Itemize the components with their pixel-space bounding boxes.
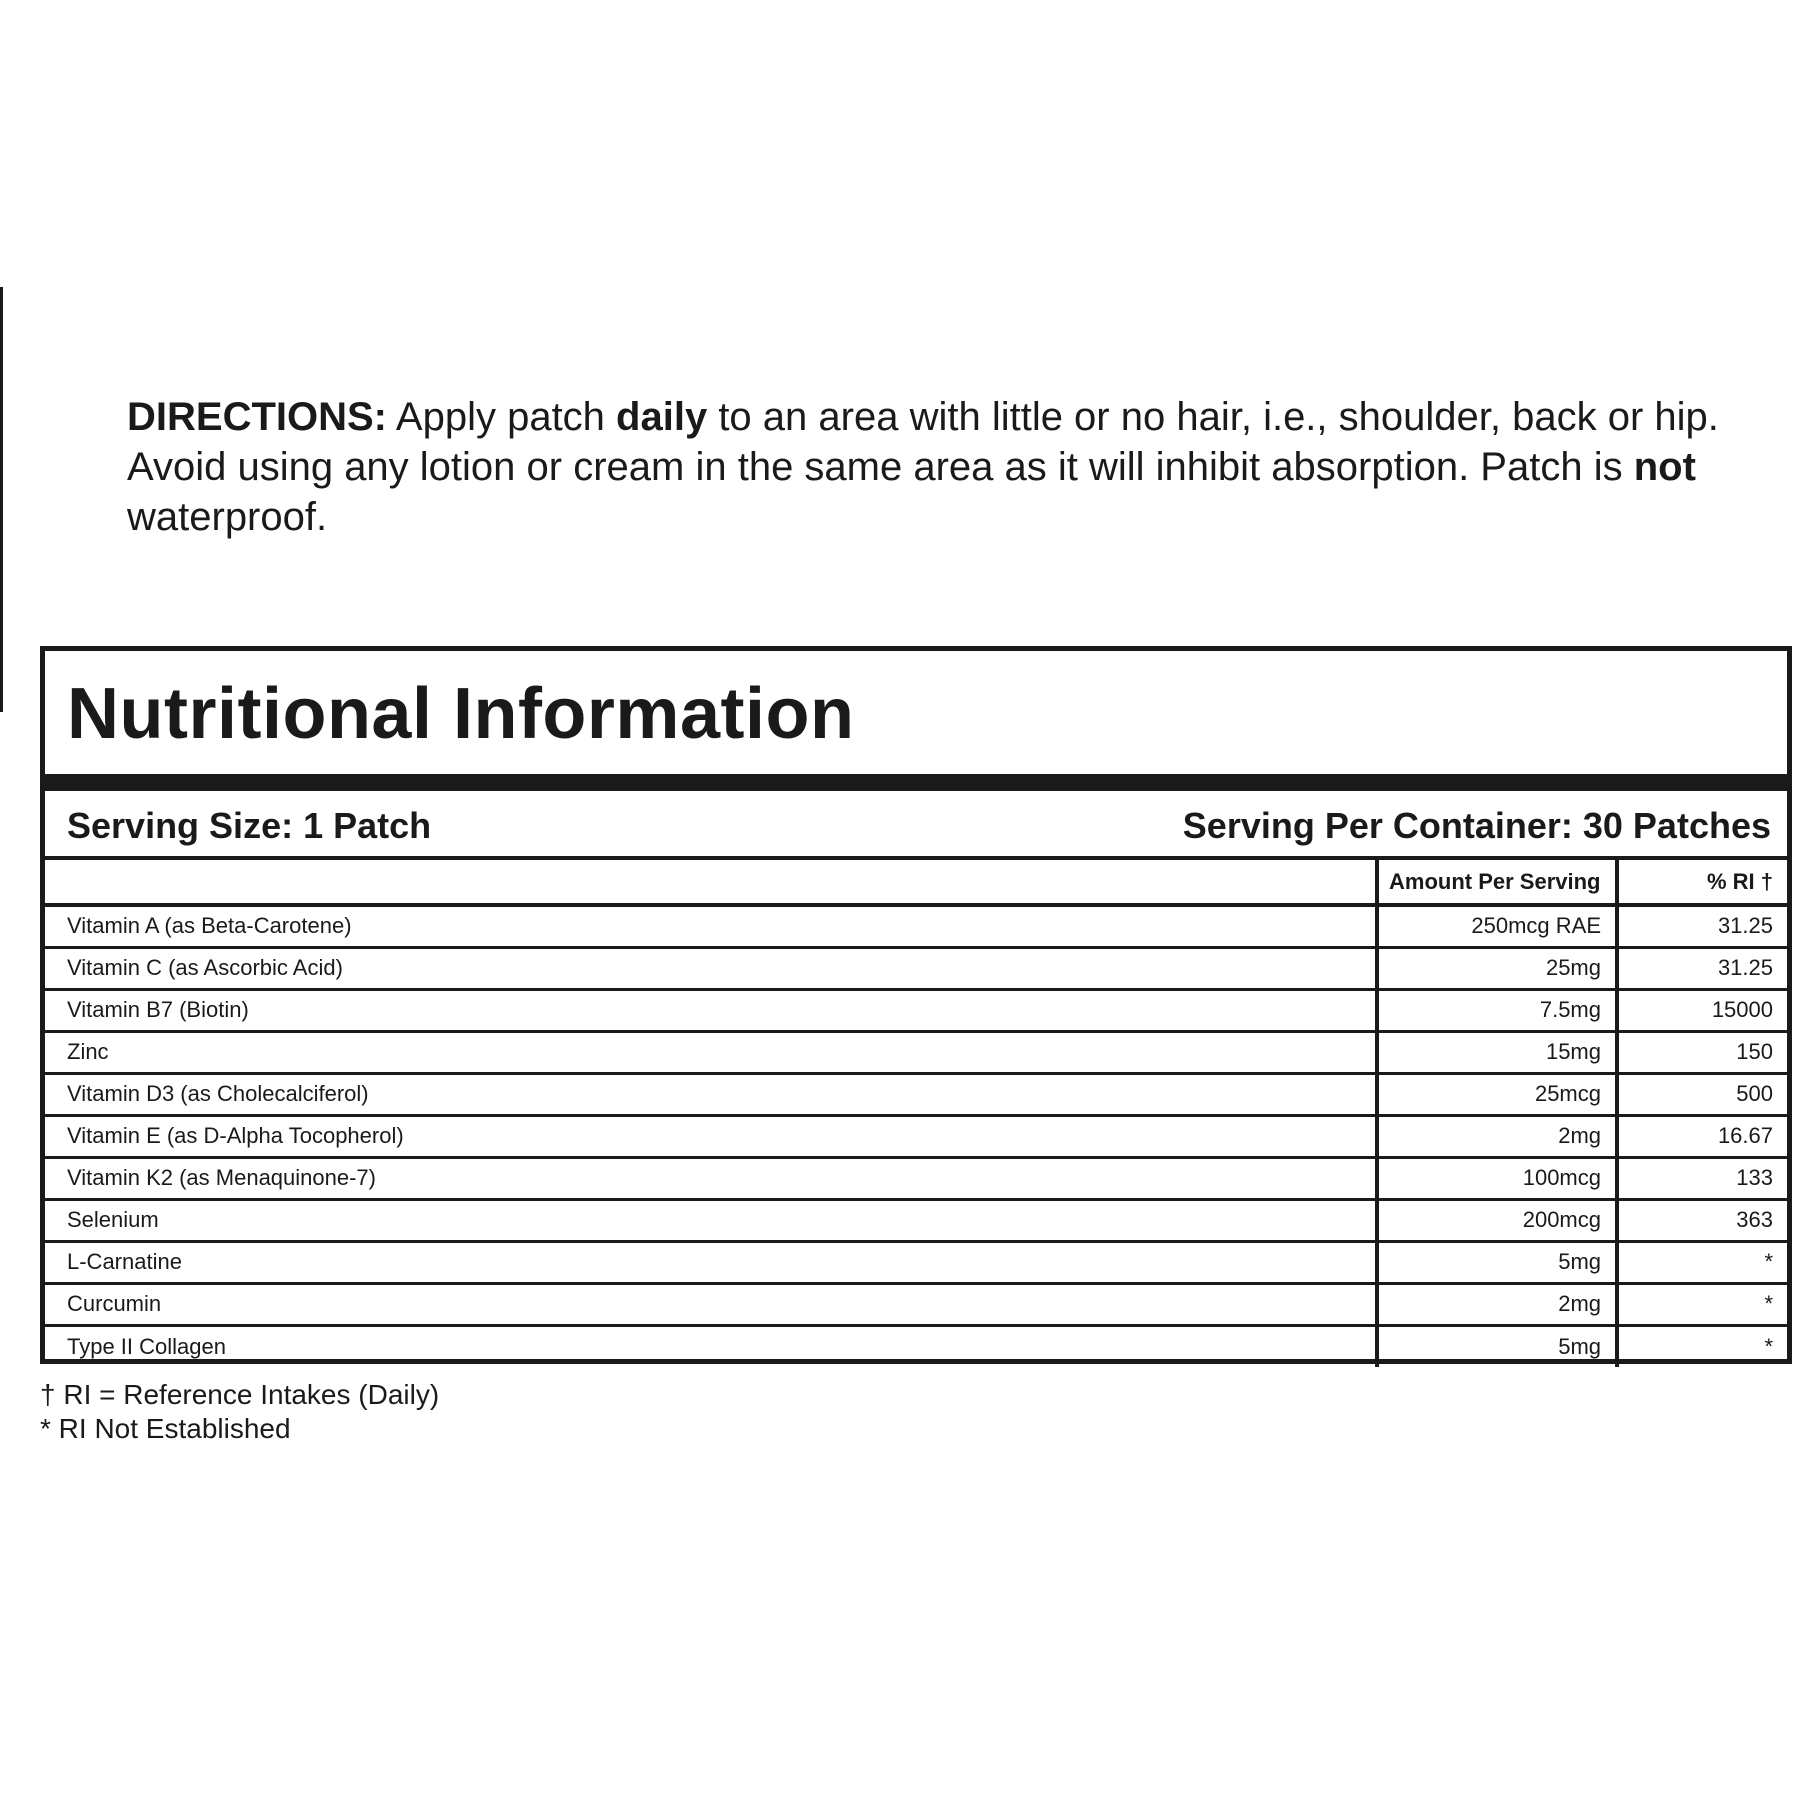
serving-row	[45, 791, 1787, 856]
directions-paragraph	[127, 392, 1767, 542]
nutrient-ri: 500	[1617, 1073, 1787, 1115]
nutrient-name: Vitamin D3 (as Cholecalciferol)	[45, 1073, 1377, 1115]
table-row	[45, 905, 1787, 947]
nutrient-table	[45, 860, 1787, 1367]
nutrient-ri: 15000	[1617, 989, 1787, 1031]
nutrient-name: Curcumin	[45, 1283, 1377, 1325]
table-row	[45, 1241, 1787, 1283]
footnote-asterisk: * RI Not Established	[40, 1413, 291, 1444]
title-rule	[45, 774, 1787, 791]
table-row	[45, 1073, 1787, 1115]
nutrient-amount: 5mg	[1377, 1325, 1617, 1367]
nutrient-amount: 250mcg RAE	[1377, 905, 1617, 947]
table-row	[45, 1031, 1787, 1073]
directions-text: waterproof.	[127, 495, 328, 539]
nutrient-name: Zinc	[45, 1031, 1377, 1073]
nutrient-name: Vitamin A (as Beta-Carotene)	[45, 905, 1377, 947]
nutrient-name: Vitamin K2 (as Menaquinone-7)	[45, 1157, 1377, 1199]
nutrient-amount: 25mg	[1377, 947, 1617, 989]
nutrition-panel	[40, 646, 1792, 1364]
nutrient-amount: 5mg	[1377, 1241, 1617, 1283]
nutrient-name: Selenium	[45, 1199, 1377, 1241]
directions-emphasis-daily: daily	[616, 395, 708, 439]
nutrient-ri: *	[1617, 1283, 1787, 1325]
directions-label: DIRECTIONS:	[127, 395, 387, 439]
table-row	[45, 1283, 1787, 1325]
directions-emphasis-not: not	[1633, 445, 1696, 489]
nutrient-name: Type II Collagen	[67, 1333, 226, 1359]
nutrient-name: Vitamin B7 (Biotin)	[45, 989, 1377, 1031]
footnote-dagger: † RI = Reference Intakes (Daily)	[40, 1379, 440, 1410]
header-amount: Amount Per Serving	[1377, 860, 1617, 905]
nutrient-amount: 200mcg	[1377, 1199, 1617, 1241]
left-edge-line	[0, 287, 3, 712]
nutrient-name: L-Carnatine	[45, 1241, 1377, 1283]
table-row	[45, 1325, 1787, 1367]
nutrient-ri: 31.25	[1617, 905, 1787, 947]
table-header-row	[45, 860, 1787, 905]
nutrient-amount: 7.5mg	[1377, 989, 1617, 1031]
nutrient-amount: 2mg	[1377, 1283, 1617, 1325]
header-name	[45, 860, 1377, 905]
nutrient-amount: 100mcg	[1377, 1157, 1617, 1199]
nutrient-ri: *	[1764, 1333, 1773, 1359]
table-row	[45, 1115, 1787, 1157]
panel-title: Nutritional Information	[67, 674, 855, 754]
table-row	[45, 1157, 1787, 1199]
directions-text: Apply patch	[387, 395, 617, 439]
nutrient-ri: 16.67	[1617, 1115, 1787, 1157]
footnotes	[40, 1378, 439, 1446]
nutrient-ri: *	[1617, 1241, 1787, 1283]
nutrient-name: Vitamin E (as D-Alpha Tocopherol)	[45, 1115, 1377, 1157]
nutrient-amount: 2mg	[1377, 1115, 1617, 1157]
servings-per-container: Serving Per Container: 30 Patches	[1182, 805, 1771, 846]
directions-text: to an area with little or no hair, i.e., shoulder, back or hip. Avoid using any lotion or cream in the same area as it will inhibit absorption. Patch is	[127, 395, 1719, 489]
serving-size: Serving Size: 1 Patch	[67, 805, 432, 846]
nutrient-amount: 25mcg	[1377, 1073, 1617, 1115]
nutrient-amount: 15mg	[1377, 1031, 1617, 1073]
nutrient-ri: 133	[1617, 1157, 1787, 1199]
table-row	[45, 947, 1787, 989]
table-row	[45, 1199, 1787, 1241]
nutrient-ri: 363	[1617, 1199, 1787, 1241]
nutrient-ri: 31.25	[1617, 947, 1787, 989]
nutrient-name: Vitamin C (as Ascorbic Acid)	[45, 947, 1377, 989]
table-row	[45, 989, 1787, 1031]
nutrient-ri: 150	[1617, 1031, 1787, 1073]
header-ri: % RI †	[1617, 860, 1787, 905]
